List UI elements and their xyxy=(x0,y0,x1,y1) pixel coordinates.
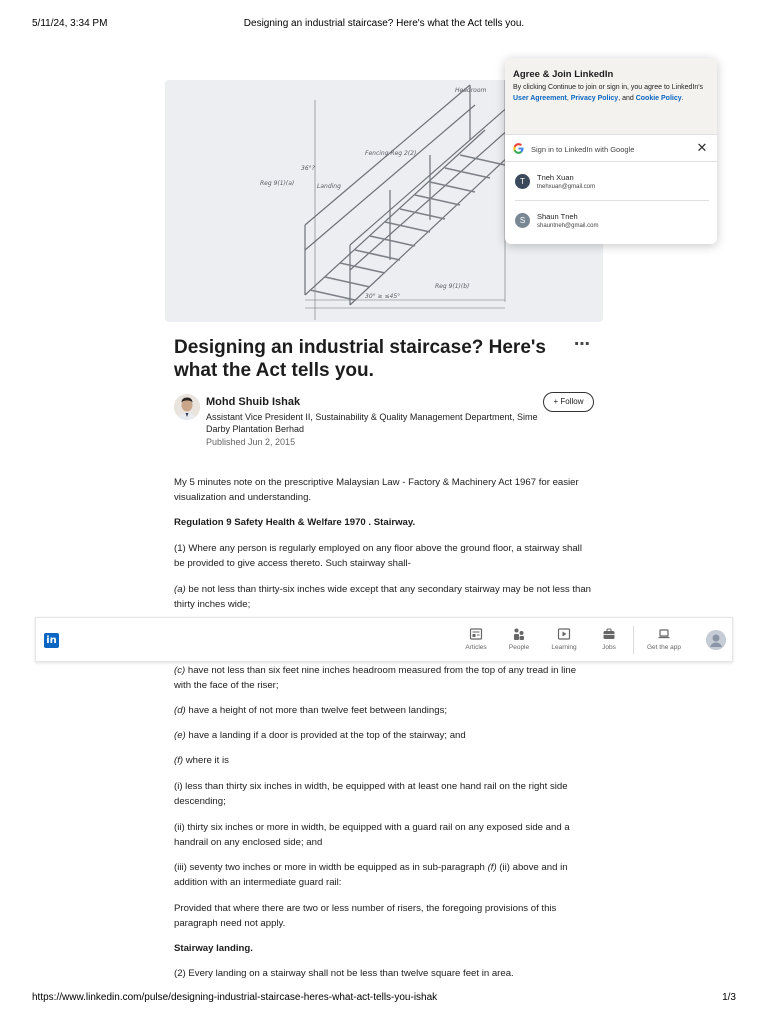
paragraph-d-label: (d) xyxy=(174,705,186,716)
linkedin-nav-bar xyxy=(35,617,733,662)
modal-desc-period: . xyxy=(681,95,684,102)
paragraph-a xyxy=(174,582,594,612)
landing-heading: Stairway landing. xyxy=(174,943,253,954)
account-avatar: S xyxy=(515,213,530,228)
paragraph-iii-text-a: (iii) seventy two inches or more in width be equipped as in sub-paragraph xyxy=(174,862,488,873)
avatar[interactable] xyxy=(174,394,200,420)
account-option[interactable] xyxy=(505,164,717,198)
cookie-policy-link[interactable]: Cookie Policy xyxy=(635,95,682,102)
google-signin-header xyxy=(505,134,717,162)
paragraph-i: (i) less than thirty six inches in width, be equipped with at least one hand rail on the right side descending; xyxy=(174,781,568,807)
paragraph-intro: My 5 minutes note on the prescriptive Malaysian Law - Factory & Machinery Act 1967 for easier visualization and understanding. xyxy=(174,477,579,503)
nav-label-get-app: Get the app xyxy=(647,644,681,651)
nav-label-people: People xyxy=(508,644,530,651)
nav-item-learning[interactable] xyxy=(544,627,584,657)
paragraph-iii-label: (f) xyxy=(487,862,497,873)
sketch-label-landing: Landing xyxy=(317,183,341,190)
account-name: Shaun Tneh xyxy=(537,212,578,221)
paragraph-1: (1) Where any person is regularly employed on any floor above the ground floor, a stairway shall be provided to give access thereto. Such stairway shall- xyxy=(174,543,582,569)
paragraph-e-label: (e) xyxy=(174,730,186,741)
paragraph-iii-text-b: (ii) above and in addition with an intermediate guard rail: xyxy=(174,862,568,888)
published-date: Published Jun 2, 2015 xyxy=(206,437,296,447)
account-option[interactable] xyxy=(505,203,717,237)
paragraph-c xyxy=(174,663,594,693)
print-header xyxy=(32,18,736,32)
paragraph-e-text: have a landing if a door is provided at the top of the stairway; and xyxy=(185,730,466,741)
paragraph-c-label: (c) xyxy=(174,665,186,676)
account-avatar: T xyxy=(515,174,530,189)
modal-title: Agree & Join LinkedIn xyxy=(513,69,614,80)
sketch-label-reg9: Reg 9(1)(a) xyxy=(260,180,295,187)
google-icon xyxy=(513,143,524,154)
paragraph-d xyxy=(174,703,594,718)
privacy-policy-link[interactable]: Privacy Policy xyxy=(570,95,619,102)
nav-label-articles: Articles xyxy=(465,644,487,651)
paragraph-iii xyxy=(174,860,594,890)
print-url: https://www.linkedin.com/pulse/designing-industrial-staircase-heres-what-act-tells-you-ishak xyxy=(32,992,438,1003)
paragraph-d-text: have a height of not more than twelve feet between landings; xyxy=(185,705,448,716)
nav-item-jobs[interactable] xyxy=(589,627,629,657)
nav-label-learning: Learning xyxy=(551,644,577,651)
author-name[interactable]: Mohd Shuib Ishak xyxy=(206,396,301,408)
user-icon xyxy=(706,630,726,650)
modal-desc-and: , and xyxy=(618,95,636,102)
paragraph-c-text: have not less than six feet nine inches headroom measured from the top of any tread in line with the face of the riser; xyxy=(174,665,577,691)
google-signin-text: Sign in to LinkedIn with Google xyxy=(531,145,635,154)
paragraph-a-label: (a) xyxy=(174,584,186,595)
article-title: Designing an industrial staircase? Here's what the Act tells you. xyxy=(174,337,546,381)
paragraph-f-text: where it is xyxy=(183,755,229,766)
people-icon xyxy=(512,627,526,641)
regulation-heading: Regulation 9 Safety Health & Welfare 1970 . Stairway. xyxy=(174,517,416,528)
sketch-label-fencing: Fencing Reg 2(2) xyxy=(365,150,417,157)
nav-divider xyxy=(633,626,634,654)
sketch-label-headroom: Headroom xyxy=(455,87,487,94)
author-role: Assistant Vice President II, Sustainability & Quality Management Department, Sime Darby Plantation Berhad xyxy=(206,412,538,434)
user-agreement-link[interactable]: User Agreement xyxy=(513,95,567,102)
sketch-label-rise: 30° ≥ ≤45° xyxy=(365,293,401,300)
account-email: shauntneh@gmail.com xyxy=(537,223,599,229)
nav-item-get-app[interactable] xyxy=(644,627,684,657)
paragraph-f xyxy=(174,753,594,768)
modal-header xyxy=(505,58,717,134)
author-photo xyxy=(174,394,200,420)
modal-desc-text: By clicking Continue to join or sign in, you agree to LinkedIn's xyxy=(513,84,704,91)
paragraph-ii: (ii) thirty six inches or more in width, be equipped with a guard rail on any exposed side and a handrail on any enclosed side; and xyxy=(174,822,570,848)
join-modal xyxy=(505,58,717,244)
print-footer xyxy=(32,992,736,1006)
print-date: 5/11/24, 3:34 PM xyxy=(32,18,108,29)
paragraph-2: (2) Every landing on a stairway shall not be less than twelve square feet in area. xyxy=(174,968,514,979)
nav-item-articles[interactable] xyxy=(456,627,496,657)
jobs-icon xyxy=(602,627,616,641)
modal-desc-sep: , xyxy=(566,95,571,102)
avatar[interactable] xyxy=(706,630,726,650)
sketch-label-bottom: Reg 9(1)(b) xyxy=(435,283,470,290)
follow-button[interactable]: + Follow xyxy=(543,392,594,412)
more-options-icon[interactable]: ⋯ xyxy=(574,336,590,353)
paragraph-f-label: (f) xyxy=(174,755,184,766)
laptop-icon xyxy=(657,627,671,641)
print-title: Designing an industrial staircase? Here's what the Act tells you. xyxy=(243,18,525,29)
nav-label-jobs: Jobs xyxy=(602,644,616,651)
articles-icon xyxy=(469,627,483,641)
close-icon[interactable]: ✕ xyxy=(696,140,708,155)
linkedin-logo-icon[interactable]: in xyxy=(44,633,59,648)
account-email: tnehxuan@gmail.com xyxy=(537,184,596,190)
account-divider xyxy=(515,200,709,201)
sketch-label-angle: 36°? xyxy=(301,165,315,172)
print-page-number: 1/3 xyxy=(722,992,736,1003)
paragraph-a-text: be not less than thirty-six inches wide except that any secondary stairway may be not less than thirty inches wide; xyxy=(174,584,592,610)
modal-description xyxy=(513,82,713,104)
paragraph-proviso: Provided that where there are two or less number of risers, the foregoing provisions of this paragraph need not apply. xyxy=(174,903,557,929)
account-name: Tneh Xuan xyxy=(537,173,574,182)
learning-icon xyxy=(557,627,571,641)
paragraph-e xyxy=(174,728,594,743)
nav-item-people[interactable] xyxy=(499,627,539,657)
author-block xyxy=(174,394,594,450)
